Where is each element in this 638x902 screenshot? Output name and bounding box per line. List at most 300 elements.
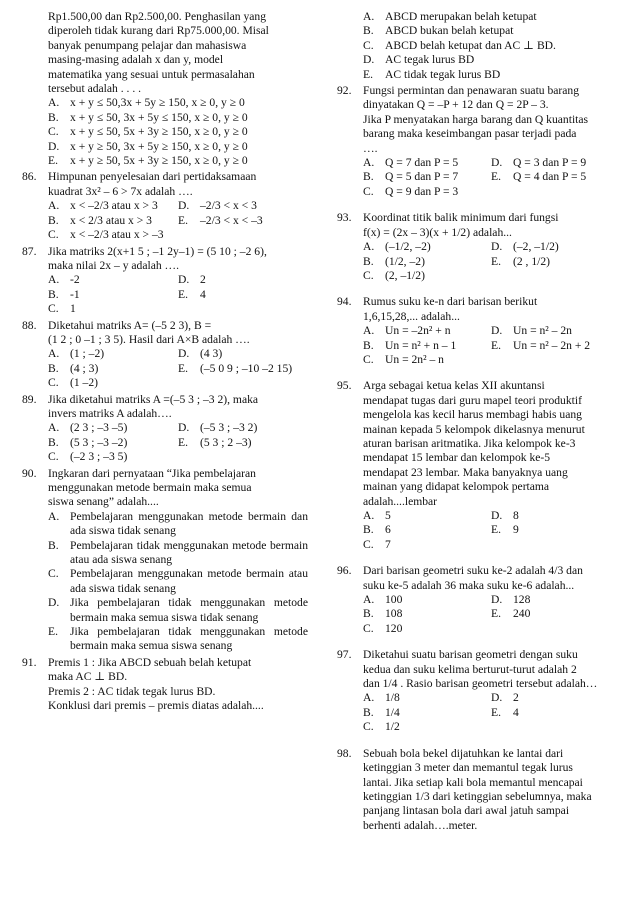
question-body xyxy=(363,564,619,593)
question-text-line: berhenti adalah….meter. xyxy=(363,818,478,832)
option-letter: B. xyxy=(48,213,59,227)
option xyxy=(363,706,491,720)
option-letter xyxy=(178,228,200,242)
option xyxy=(178,450,308,464)
option-text: -1 xyxy=(70,287,80,301)
option-row xyxy=(363,240,619,254)
question-text-line: Diketahui matriks A= (–5 2 3), B = xyxy=(48,318,212,332)
option-text: 7 xyxy=(385,537,391,551)
option-letter xyxy=(178,450,200,464)
question-text-line: diperoleh tidak kurang dari Rp75.000,00. Misal xyxy=(48,24,269,38)
option-letter: A. xyxy=(48,347,60,361)
option-row xyxy=(48,421,308,435)
question-text-line: ketinggian 1/3 dari ketinggian sebelumnya, maka xyxy=(363,789,592,803)
option xyxy=(48,510,308,539)
option xyxy=(48,436,178,450)
option-text: (4 ; 3) xyxy=(70,361,99,375)
option xyxy=(363,523,491,537)
option-letter: E. xyxy=(48,625,58,639)
question-text-line: mendapat 15 lembar dan kelompok ke-5 xyxy=(363,451,551,465)
option-text: ABCD bukan belah ketupat xyxy=(385,24,514,38)
question-text-line: Jika P menyatakan harga barang dan Q kuantitas xyxy=(363,112,589,126)
option-text: Q = 3 dan P = 9 xyxy=(513,156,587,170)
question-number: 92. xyxy=(337,84,352,98)
option-letter: A. xyxy=(363,10,375,23)
option-row xyxy=(48,450,308,464)
option-letter: C. xyxy=(363,38,374,52)
option xyxy=(491,509,619,523)
option xyxy=(48,421,178,435)
option-letter xyxy=(178,376,200,390)
option-row xyxy=(363,593,619,607)
question-number: 89. xyxy=(22,392,37,406)
question-number: 91. xyxy=(22,655,37,669)
right-column xyxy=(337,10,619,833)
option-letter: A. xyxy=(48,421,60,435)
option-row xyxy=(363,720,619,734)
option xyxy=(48,288,178,302)
option-text: Un = n² – 2n xyxy=(513,324,572,338)
question-text-line: dinyatakan Q = –P + 12 dan Q = 2P – 3. xyxy=(363,98,549,112)
option xyxy=(48,111,308,125)
option-row xyxy=(48,347,308,361)
option-text: x < –2/3 atau x > 3 xyxy=(70,199,158,213)
option-letter: C. xyxy=(363,621,374,635)
option-letter: A. xyxy=(48,273,60,287)
question-91 xyxy=(22,656,308,714)
option-text: –2/3 < x < 3 xyxy=(200,199,257,213)
option-row xyxy=(48,288,308,302)
option-row xyxy=(363,706,619,720)
question-text-line: siswa senang” adalah.... xyxy=(48,495,159,509)
option xyxy=(491,691,619,705)
option xyxy=(491,170,619,184)
question-number: 90. xyxy=(22,466,37,480)
option-letter: A. xyxy=(363,324,375,338)
option-letter: E. xyxy=(491,254,501,268)
option xyxy=(491,269,619,283)
spacer xyxy=(337,552,619,562)
question-body xyxy=(48,245,308,274)
question-text-line: Sebuah bola bekel dijatuhkan ke lantai dari xyxy=(363,746,564,760)
option xyxy=(48,567,308,596)
option-text: Un = n² – 2n + 2 xyxy=(513,338,591,352)
option-text: 240 xyxy=(513,607,531,621)
option-row xyxy=(363,523,619,537)
option-text: 1/4 xyxy=(385,705,400,719)
option xyxy=(48,539,308,568)
option xyxy=(48,199,178,213)
question-text-line: banyak penumpang pelajar dan mahasiswa xyxy=(48,38,247,52)
option-letter: B. xyxy=(48,361,59,375)
question-text-line: mendapat tugas dari guru mapel teori produktif xyxy=(363,393,582,407)
question-body xyxy=(363,648,619,691)
option xyxy=(48,347,178,361)
question-number: 98. xyxy=(337,746,352,760)
option xyxy=(178,436,308,450)
option xyxy=(178,199,308,213)
option-letter: A. xyxy=(363,156,375,170)
option-letter: E. xyxy=(491,523,501,537)
question-number: 94. xyxy=(337,295,352,309)
question-text-line: tersebut adalah . . . . xyxy=(48,82,142,96)
option-text: 2 xyxy=(513,691,519,705)
question-text-line: f(x) = (2x – 3)(x + 1/2) adalah... xyxy=(363,225,512,239)
option-text: 4 xyxy=(200,287,206,301)
option-text: 8 xyxy=(513,509,519,522)
option-text: Pembelajaran menggunakan metode bermain atau ada siswa tidak senang xyxy=(70,567,308,595)
question-body xyxy=(48,656,308,714)
option-text: 6 xyxy=(385,523,391,537)
option-text: (1 ; –2) xyxy=(70,347,105,361)
question-text-line: mendapat 23 lembar. Maka banyaknya uang xyxy=(363,465,568,479)
option-letter: A. xyxy=(48,509,60,523)
option xyxy=(363,538,491,552)
option-letter: B. xyxy=(363,607,374,621)
option-letter: E. xyxy=(178,361,188,375)
option-letter: D. xyxy=(491,156,503,170)
option-letter: D. xyxy=(178,421,190,435)
option-row xyxy=(363,622,619,636)
question-text-line: kedua dan suku kelima berturut-turut adalah 2 xyxy=(363,662,577,676)
question-text-line: maka AC ⊥ BD. xyxy=(48,670,128,684)
option xyxy=(363,269,491,283)
option-letter: D. xyxy=(491,691,503,705)
option-row xyxy=(363,185,619,199)
question-90 xyxy=(22,467,308,510)
option xyxy=(178,273,308,287)
option xyxy=(363,339,491,353)
option-letter xyxy=(491,185,513,199)
option-letter: C. xyxy=(48,125,59,139)
option-letter: B. xyxy=(363,170,374,184)
option-letter: D. xyxy=(48,139,60,153)
option-letter: A. xyxy=(363,691,375,705)
question-text-line: Fungsi permintan dan penawaran suatu barang xyxy=(363,84,580,98)
option xyxy=(48,228,178,242)
option-letter: B. xyxy=(363,523,374,537)
option xyxy=(363,68,619,82)
option xyxy=(491,255,619,269)
option-text: -2 xyxy=(70,273,80,287)
option-letter: B. xyxy=(363,24,374,38)
option-letter: D. xyxy=(48,596,60,610)
option-text: x + y ≥ 50, 3x + 5y ≥ 150, x ≥ 0, y ≥ 0 xyxy=(70,139,248,153)
option-text: 100 xyxy=(385,593,403,607)
question-88 xyxy=(22,319,308,348)
option-row xyxy=(363,339,619,353)
option-letter: E. xyxy=(491,607,501,621)
question-body xyxy=(48,170,308,199)
option-letter: B. xyxy=(48,110,59,124)
question-body xyxy=(363,295,619,324)
option xyxy=(48,302,178,316)
spacer xyxy=(337,636,619,646)
option-text: Un = 2n² – n xyxy=(385,352,444,366)
option-text: ABCD merupakan belah ketupat xyxy=(385,10,537,23)
spacer xyxy=(337,199,619,209)
question-text-line: ketinggian 3 meter dan memantul tegak lurus xyxy=(363,761,573,775)
option-text: 5 xyxy=(385,509,391,522)
option-letter: C. xyxy=(363,720,374,734)
option xyxy=(363,170,491,184)
option xyxy=(491,593,619,607)
option xyxy=(363,691,491,705)
option xyxy=(48,450,178,464)
option xyxy=(178,347,308,361)
option xyxy=(178,302,308,316)
option-letter xyxy=(178,302,200,316)
option-letter: D. xyxy=(491,240,503,254)
question-text-line: maka nilai 2x – y adalah …. xyxy=(48,258,180,272)
question-95 xyxy=(337,379,619,509)
option xyxy=(363,240,491,254)
option xyxy=(491,339,619,353)
option-text: Jika pembelajaran tidak menggunakan metode bermain maka semua siswa tidak senang xyxy=(70,596,308,624)
option-letter: D. xyxy=(491,509,503,522)
option-text: Pembelajaran tidak menggunakan metode bermain atau ada siswa senang xyxy=(70,538,308,567)
option xyxy=(48,376,178,390)
option-row xyxy=(48,362,308,376)
option-text: 1/8 xyxy=(385,691,400,705)
option xyxy=(491,607,619,621)
option-letter: B. xyxy=(363,254,374,268)
option xyxy=(178,228,308,242)
option-letter xyxy=(491,269,513,283)
option xyxy=(491,720,619,734)
option xyxy=(363,10,619,24)
option xyxy=(178,376,308,390)
option-letter: E. xyxy=(491,338,501,352)
option-text: x + y ≥ 50, 5x + 3y ≥ 150, x ≥ 0, y ≥ 0 xyxy=(70,154,248,168)
option xyxy=(363,720,491,734)
option-row xyxy=(363,538,619,552)
option-row xyxy=(363,156,619,170)
option-text: Un = –2n² + n xyxy=(385,324,451,338)
option-row xyxy=(48,273,308,287)
question-text-line: suku ke-5 adalah 36 maka suku ke-6 adalah... xyxy=(363,578,575,592)
option-text: AC tegak lurus BD xyxy=(385,53,475,67)
option-letter: A. xyxy=(363,509,375,522)
option-row xyxy=(48,214,308,228)
option-text: 2 xyxy=(200,273,206,287)
spacer xyxy=(337,735,619,745)
option-row xyxy=(48,199,308,213)
option-letter: E. xyxy=(178,213,188,227)
question-body xyxy=(363,84,619,156)
option-text: (–1/2, –2) xyxy=(385,240,431,254)
question-text-line: lantai. Jika setiap kali bola memantul mencapai xyxy=(363,775,583,789)
option xyxy=(363,622,491,636)
question-number: 97. xyxy=(337,648,352,662)
option-row xyxy=(48,228,308,242)
question-text-line: 1,6,15,28,... adalah... xyxy=(363,309,460,323)
option-text: (–5 0 9 ; –10 –2 15) xyxy=(200,361,293,375)
option xyxy=(48,214,178,228)
question-continuation xyxy=(48,10,308,96)
option-text: Q = 4 dan P = 5 xyxy=(513,170,587,184)
option-text: Q = 9 dan P = 3 xyxy=(385,184,459,198)
question-text-line: Premis 1 : Jika ABCD sebuah belah ketupat xyxy=(48,655,252,669)
question-text-line: matematika yang sesuai untuk permasalahan xyxy=(48,67,255,81)
option-text: 120 xyxy=(385,621,403,635)
option xyxy=(363,185,491,199)
question-text-line: Ingkaran dari pernyataan “Jika pembelajaran xyxy=(48,466,256,480)
spacer xyxy=(337,367,619,377)
option-letter: B. xyxy=(48,435,59,449)
option-text: x + y ≤ 50, 5x + 3y ≥ 150, x ≥ 0, y ≥ 0 xyxy=(70,125,248,139)
option-letter: D. xyxy=(491,324,503,338)
option-text: Jika pembelajaran tidak menggunakan metode bermain maka semua siswa senang xyxy=(70,625,308,653)
option xyxy=(491,185,619,199)
option xyxy=(363,255,491,269)
option-row xyxy=(48,302,308,316)
option-letter: D. xyxy=(178,273,190,287)
option xyxy=(48,362,178,376)
question-body xyxy=(48,319,308,348)
option-text: x < –2/3 atau x > –3 xyxy=(70,228,164,242)
option xyxy=(48,625,308,654)
option-letter: A. xyxy=(363,240,375,254)
question-body xyxy=(363,379,619,509)
option-text: (2 3 ; –3 –5) xyxy=(70,421,128,435)
question-text-line: Diketahui suatu barisan geometri dengan suku xyxy=(363,648,578,662)
question-number: 93. xyxy=(337,211,352,225)
question-text-line: (1 2 ; 0 –1 ; 3 5). Hasil dari A×B adalah …. xyxy=(48,332,250,346)
option xyxy=(491,523,619,537)
option-text: x + y ≤ 50, 3x + 5y ≤ 150, x ≥ 0, y ≥ 0 xyxy=(70,110,248,124)
question-text-line: …. xyxy=(363,141,378,155)
option-text: Pembelajaran menggunakan metode bermain dan ada siswa tidak senang xyxy=(70,509,308,538)
left-column xyxy=(22,10,308,714)
option-letter: B. xyxy=(48,538,59,552)
option-text: (2 , 1/2) xyxy=(513,254,551,268)
option xyxy=(363,353,491,367)
option-letter: E. xyxy=(48,154,58,168)
option-letter: A. xyxy=(48,199,60,213)
question-body xyxy=(363,747,619,833)
option xyxy=(363,509,491,523)
option xyxy=(48,596,308,625)
question-text-line: panjang lintasan bola dari awal jatuh sampai xyxy=(363,804,570,818)
question-number: 88. xyxy=(22,318,37,332)
option-text: (–2 3 ; –3 5) xyxy=(70,450,128,464)
option xyxy=(363,39,619,53)
option-row xyxy=(48,376,308,390)
option-text: (4 3) xyxy=(200,347,223,361)
option xyxy=(491,353,619,367)
option xyxy=(491,622,619,636)
question-body xyxy=(48,393,308,422)
option-letter: C. xyxy=(48,228,59,242)
option xyxy=(491,156,619,170)
question-98 xyxy=(337,747,619,833)
option-text: (2, –1/2) xyxy=(385,268,425,282)
option xyxy=(491,706,619,720)
question-text-line: mainan kepada 5 kelompok dikelasnya menurut xyxy=(363,422,585,436)
option-row xyxy=(363,353,619,367)
option-letter: B. xyxy=(363,705,374,719)
option-letter: A. xyxy=(48,96,60,110)
option xyxy=(363,607,491,621)
option-letter: B. xyxy=(48,287,59,301)
question-93 xyxy=(337,211,619,240)
question-86 xyxy=(22,170,308,199)
option xyxy=(48,273,178,287)
option-letter: C. xyxy=(48,450,59,464)
option-row xyxy=(363,509,619,523)
option-text: (5 3 ; 2 –3) xyxy=(200,435,252,449)
option xyxy=(178,421,308,435)
question-text-line: Koordinat titik balik minimum dari fungsi xyxy=(363,211,559,225)
option xyxy=(491,240,619,254)
question-text-line: invers matriks A adalah…. xyxy=(48,406,172,420)
question-number: 95. xyxy=(337,379,352,393)
question-92 xyxy=(337,84,619,156)
option-letter: D. xyxy=(491,593,503,607)
option-text: x < 2/3 atau x > 3 xyxy=(70,213,152,227)
question-text-line: mainan yang didapat kelompok pertama xyxy=(363,480,550,494)
option-text: 4 xyxy=(513,705,519,719)
question-text-line: dan 1/4 . Rasio barisan geometri tersebut adalah… xyxy=(363,677,598,691)
question-97 xyxy=(337,648,619,691)
option-letter: D. xyxy=(178,347,190,361)
option-letter: E. xyxy=(363,67,373,81)
option xyxy=(48,96,308,110)
question-text-line: adalah....lembar xyxy=(363,494,438,508)
option-letter: B. xyxy=(363,338,374,352)
question-text-line: Jika matriks 2(x+1 5 ; –1 2y–1) = (5 10 ; –2 6), xyxy=(48,244,267,258)
question-text-line: mengelola kas kecil harus membagi habis uang xyxy=(363,408,582,422)
question-text-line: Premis 2 : AC tidak tegak lurus BD. xyxy=(48,684,216,698)
option xyxy=(178,288,308,302)
option-letter: A. xyxy=(363,593,375,607)
option-text: Un = n² + n – 1 xyxy=(385,338,457,352)
question-94 xyxy=(337,295,619,324)
question-text-line: barang maka keseimbangan pasar terjadi pada xyxy=(363,127,577,141)
question-text-line: Jika diketahui matriks A =(–5 3 ; –3 2), maka xyxy=(48,392,259,406)
option-text: 108 xyxy=(385,607,403,621)
option xyxy=(48,154,308,168)
spacer xyxy=(337,283,619,293)
option-letter xyxy=(491,353,513,367)
option-text: Q = 7 dan P = 5 xyxy=(385,156,459,170)
option-text: Q = 5 dan P = 7 xyxy=(385,170,459,184)
option-text: 9 xyxy=(513,523,519,537)
question-body xyxy=(363,211,619,240)
option-row xyxy=(363,255,619,269)
question-text-line: Dari barisan geometri suku ke-2 adalah 4/3 dan xyxy=(363,564,583,578)
question-text-line: menggunakan metode bermain maka semua xyxy=(48,481,252,494)
option-row xyxy=(363,269,619,283)
question-text-line: Rumus suku ke-n dari barisan berikut xyxy=(363,295,538,309)
option-letter: E. xyxy=(491,170,501,184)
option-letter: C. xyxy=(363,537,374,551)
option-letter: E. xyxy=(178,287,188,301)
option-text: 1/2 xyxy=(385,720,400,734)
question-text-line: Arga sebagai ketua kelas XII akuntansi xyxy=(363,379,545,393)
option xyxy=(48,125,308,139)
option-letter: C. xyxy=(48,302,59,316)
option-letter: E. xyxy=(178,435,188,449)
option xyxy=(178,362,308,376)
option-letter: C. xyxy=(363,352,374,366)
question-89 xyxy=(22,393,308,422)
question-text-line: aturan barisan aritmatika. Jika kelompok ke-3 xyxy=(363,436,576,450)
option-letter xyxy=(491,622,513,636)
option xyxy=(363,156,491,170)
option-text: (–2, –1/2) xyxy=(513,240,559,254)
